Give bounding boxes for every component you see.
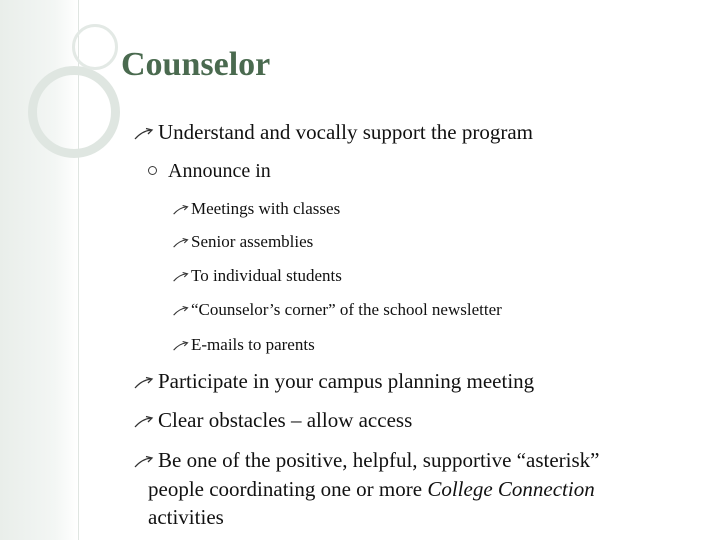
bullet-item	[133, 369, 534, 394]
sub-sub-bullet-text: “Counselor’s corner” of the school newsletter	[191, 300, 502, 319]
sub-sub-bullet-item	[172, 266, 342, 286]
bullet-text: activities	[148, 505, 224, 529]
slide-title: Counselor	[121, 46, 271, 83]
sub-bullet-text: Announce in	[168, 160, 271, 182]
arrow-bullet-icon	[133, 455, 155, 469]
program-name: College Connection	[427, 477, 595, 501]
arrow-bullet-icon	[133, 127, 155, 141]
arrow-bullet-icon	[133, 415, 155, 429]
sub-sub-bullet-text: To individual students	[191, 266, 342, 285]
bullet-continuation	[148, 505, 224, 530]
sub-sub-bullet-text: Meetings with classes	[191, 199, 341, 218]
decor-ring-large	[28, 66, 120, 158]
bullet-text: Be one of the positive, helpful, supportive “asterisk”	[158, 448, 600, 472]
sub-sub-bullet-item	[172, 335, 315, 355]
arrow-bullet-icon	[172, 340, 190, 352]
sub-bullet-item	[148, 160, 271, 183]
arrow-bullet-icon	[172, 271, 190, 283]
bullet-text: Participate in your campus planning meeting	[158, 369, 535, 393]
bullet-item	[133, 120, 533, 145]
bullet-item	[133, 408, 412, 433]
bullet-item	[133, 448, 599, 473]
sub-sub-bullet-item	[172, 300, 502, 320]
bullet-text: Understand and vocally support the program	[158, 120, 533, 144]
bullet-continuation	[148, 477, 595, 502]
arrow-bullet-icon	[172, 204, 190, 216]
decor-ring-small	[72, 24, 118, 70]
circle-bullet-icon	[148, 166, 157, 175]
sub-sub-bullet-text: Senior assemblies	[191, 232, 314, 251]
bullet-text: Clear obstacles – allow access	[158, 408, 413, 432]
sub-sub-bullet-item	[172, 199, 340, 219]
arrow-bullet-icon	[133, 376, 155, 390]
sub-sub-bullet-item	[172, 232, 313, 252]
arrow-bullet-icon	[172, 237, 190, 249]
sub-sub-bullet-text: E-mails to parents	[191, 335, 315, 354]
arrow-bullet-icon	[172, 305, 190, 317]
bullet-text: people coordinating one or more	[148, 477, 428, 501]
